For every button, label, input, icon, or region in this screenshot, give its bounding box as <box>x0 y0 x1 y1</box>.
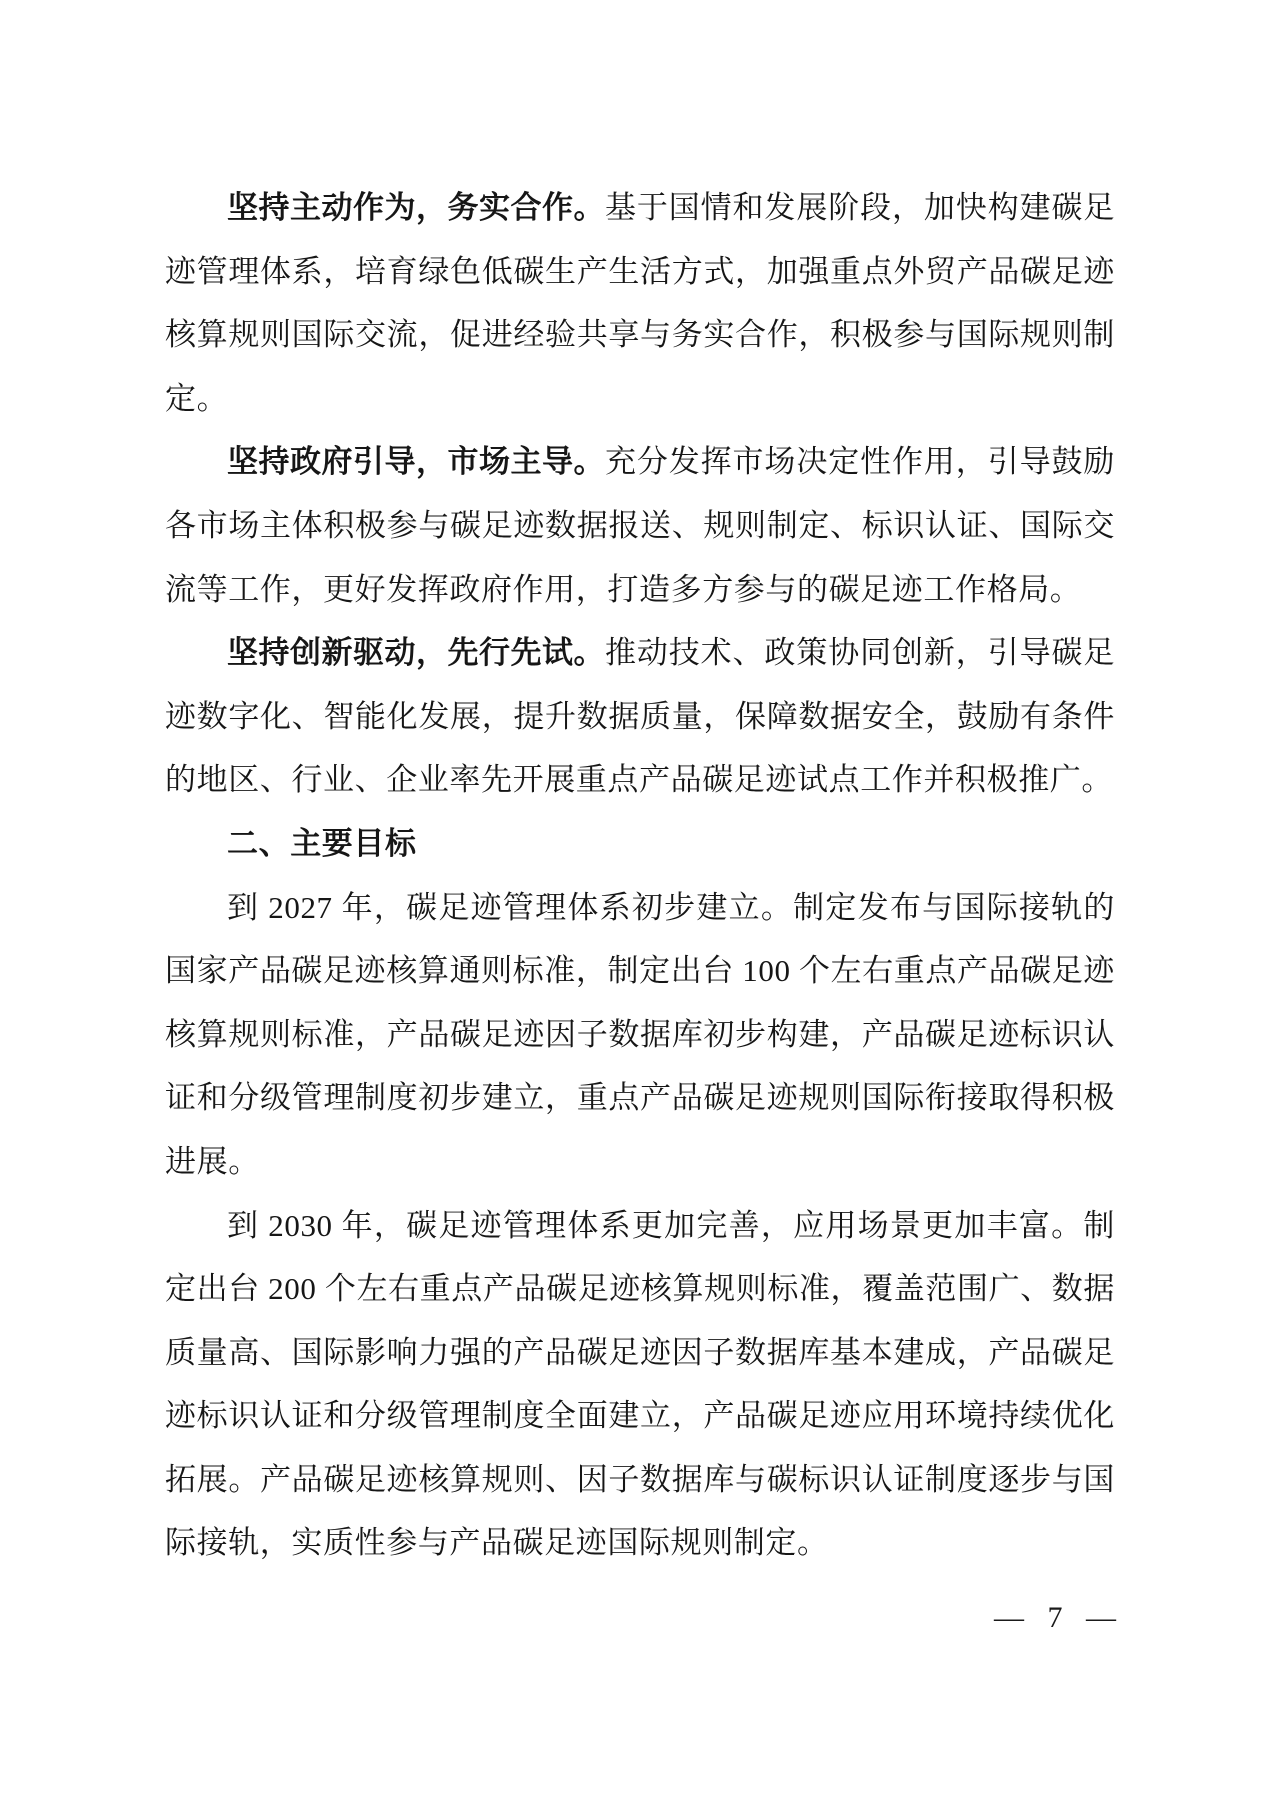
paragraph-lead-bold: 坚持主动作为，务实合作。 <box>227 190 605 225</box>
page-number: — 7 — <box>994 1601 1117 1634</box>
paragraph-goal-2027: 到 2027 年，碳足迹管理体系初步建立。制定发布与国际接轨的国家产品碳足迹核算通则标准，制定出台 100 个左右重点产品碳足迹核算规则标准，产品碳足迹因子数据库初步构建，产品碳足迹标识认证和分级管理制度初步建立，重点产品碳足迹规则国际衔接取得积极进展。 <box>165 889 1115 1179</box>
paragraph-lead-bold: 坚持创新驱动，先行先试。 <box>227 635 605 671</box>
paragraph-lead-bold: 坚持政府引导，市场主导。 <box>227 444 605 480</box>
paragraph-body-text: 充分发挥市场决定性作用，引导鼓励各市场主体积极参与碳足迹数据报送、规则制定、标识认证、国际交流等工作，更好发挥政府作用，打造多方参与的碳足迹工作格局。 <box>165 444 1115 607</box>
paragraph-body-text: 推动技术、政策协同创新，引导碳足迹数字化、智能化发展，提升数据质量，保障数据安全，鼓励有条件的地区、行业、企业率先开展重点产品碳足迹试点工作并积极推广。 <box>165 635 1115 798</box>
text-block <box>165 176 1115 1575</box>
paragraph-principle-innovation-pilot <box>165 621 1115 812</box>
paragraph-body-text: 基于国情和发展阶段，加快构建碳足迹管理体系，培育绿色低碳生产生活方式，加强重点外贸产品碳足迹核算规则国际交流，促进经验共享与务实合作，积极参与国际规则制定。 <box>165 190 1115 416</box>
section-heading-main-goals: 二、主要目标 <box>227 825 417 861</box>
paragraph-principle-government-market <box>165 430 1115 621</box>
paragraph-principle-proactive-cooperation <box>165 176 1115 430</box>
paragraph-goal-2030: 到 2030 年，碳足迹管理体系更加完善，应用场景更加丰富。制定出台 200 个左右重点产品碳足迹核算规则标准，覆盖范围广、数据质量高、国际影响力强的产品碳足迹因子数据库基本建成，产品碳足迹标识认证和分级管理制度全面建立，产品碳足迹应用环境持续优化拓展。产品碳足迹核算规则、因子数据库与碳标识认证制度逐步与国际接轨，实质性参与产品碳足迹国际规则制定。 <box>165 1207 1115 1561</box>
